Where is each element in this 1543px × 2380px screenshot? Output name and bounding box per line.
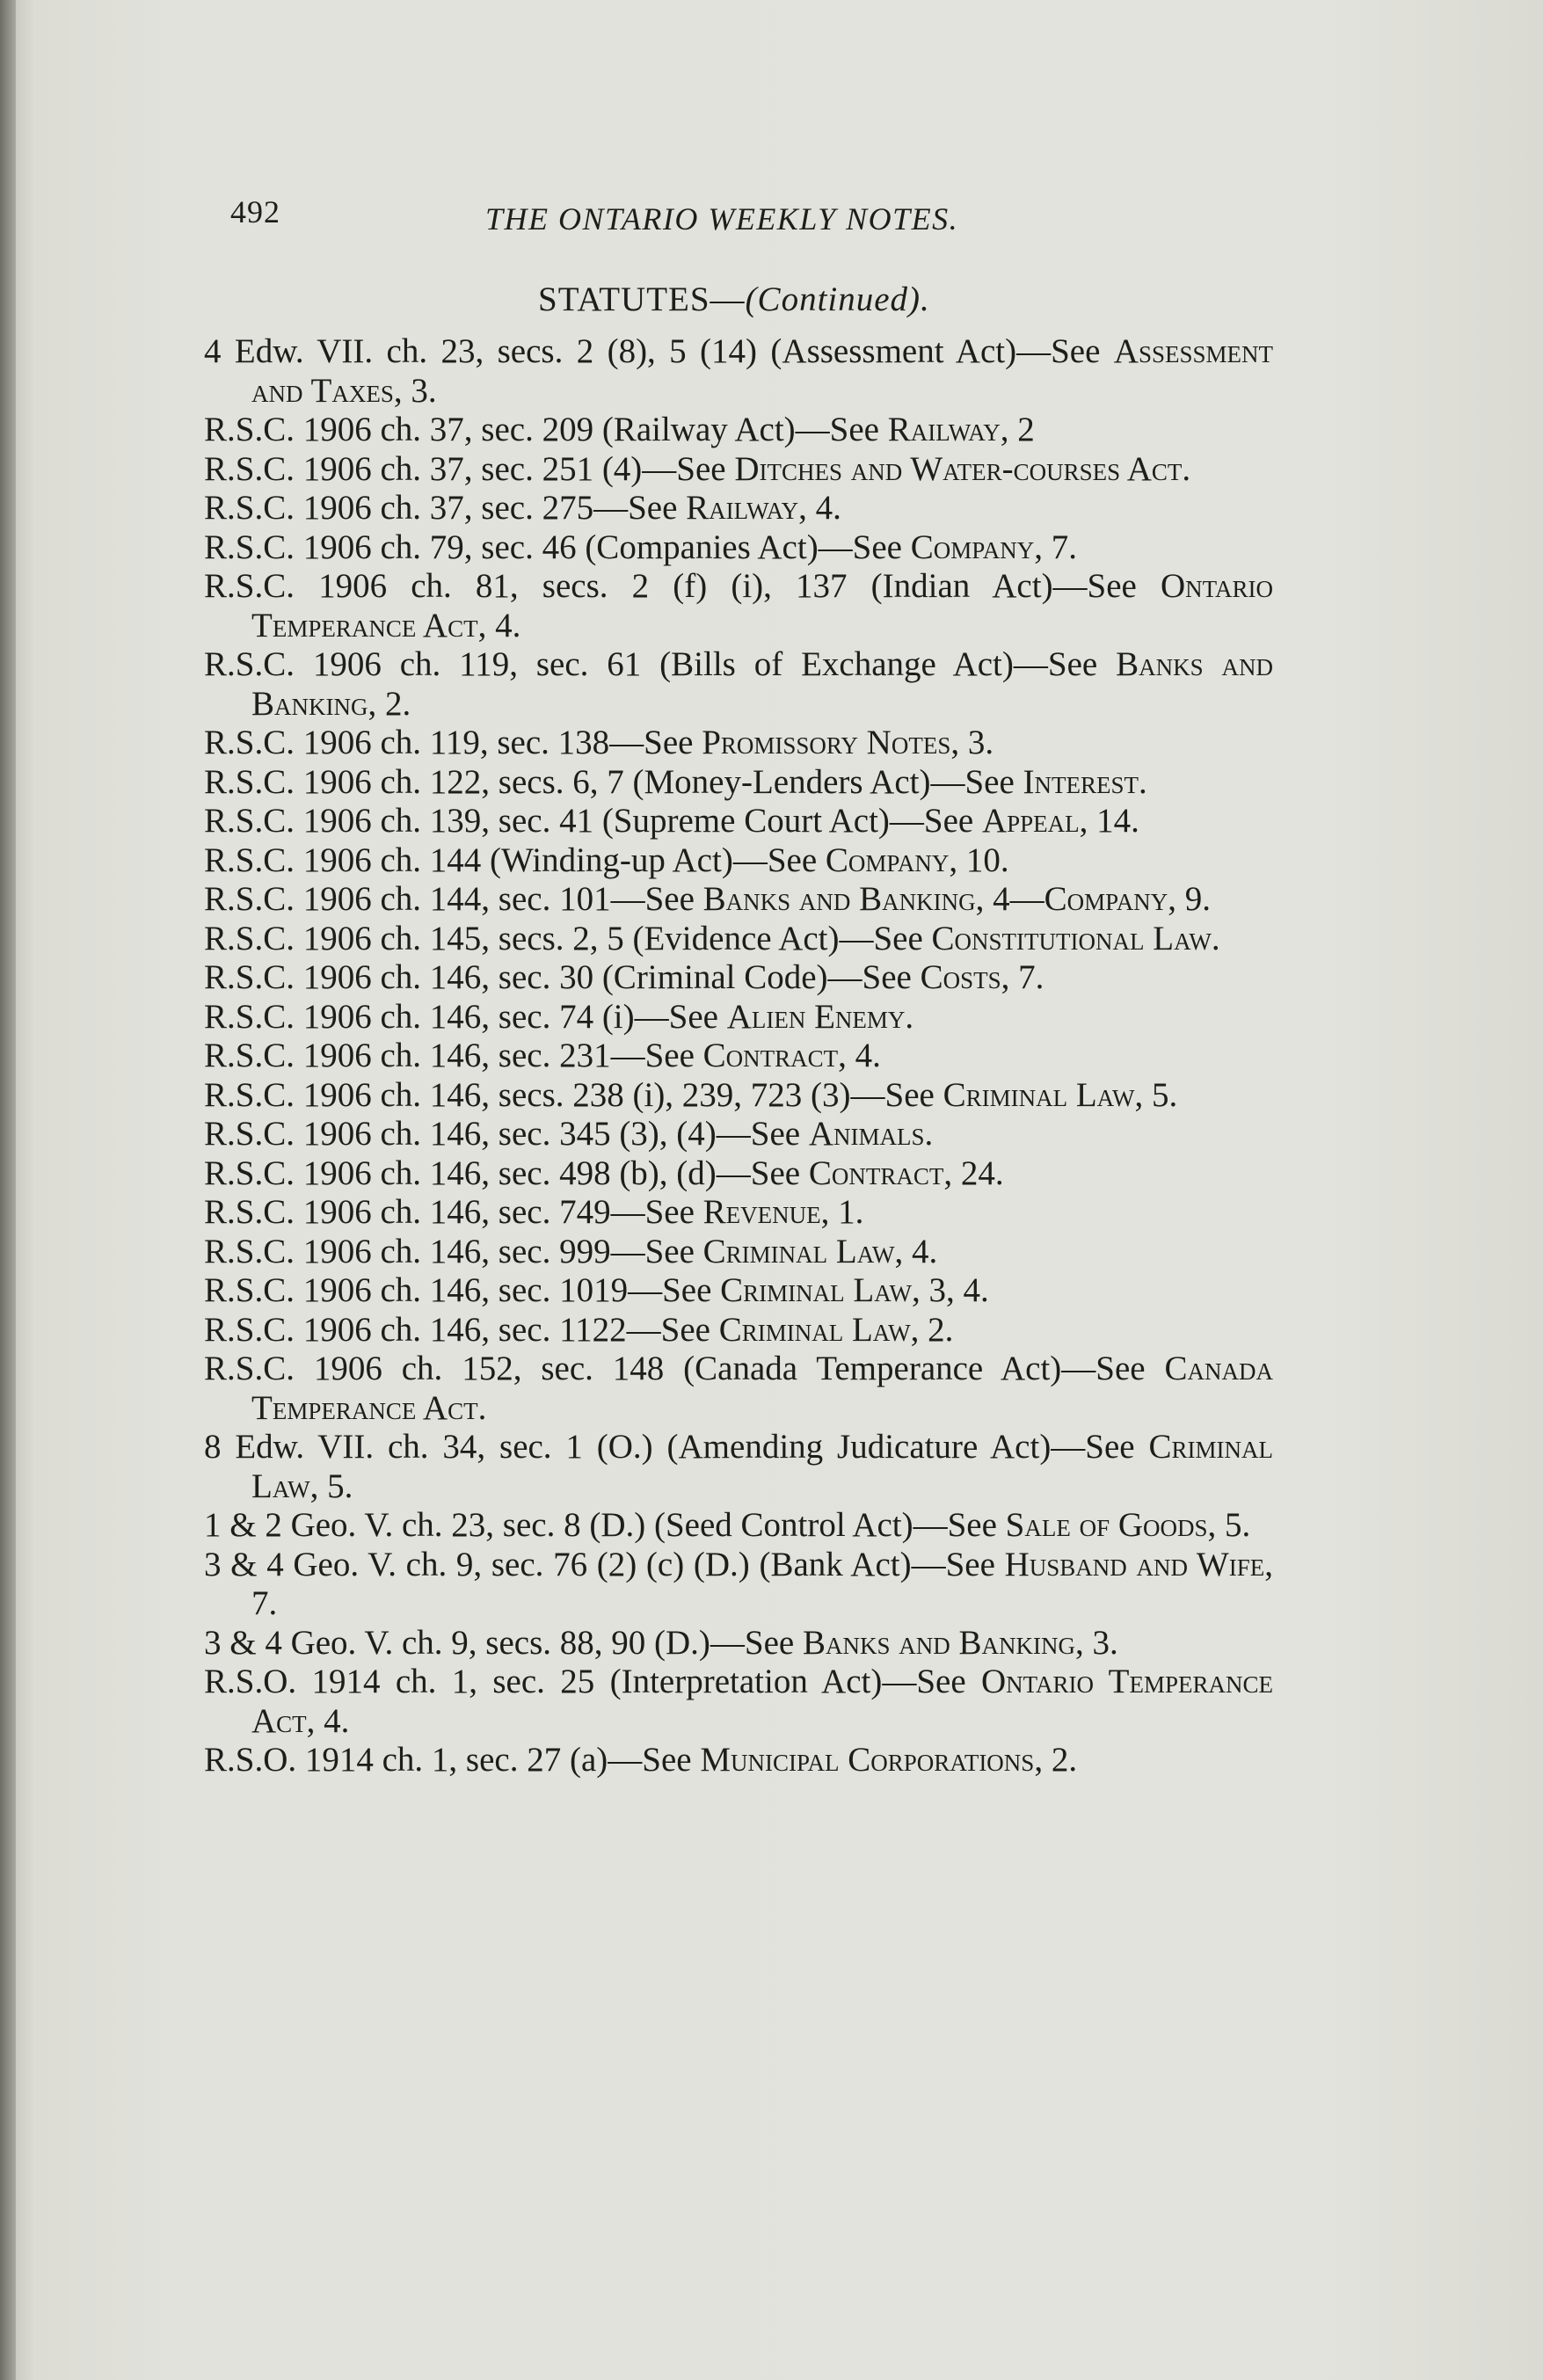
cross-reference: Criminal Law, 3, 4. (720, 1271, 989, 1309)
statute-citation: R.S.C. 1906 ch. 146, secs. 238 (i), 239, 723 (3)—See (204, 1075, 943, 1114)
statute-entry (204, 1311, 1273, 1350)
cross-reference: Criminal Law, 4. (702, 1232, 938, 1270)
statute-entry (204, 567, 1273, 645)
statute-entry (204, 724, 1273, 763)
statute-entry (204, 1506, 1273, 1546)
book-spine-shadow (0, 0, 16, 2380)
statute-citation: R.S.O. 1914 ch. 1, sec. 25 (Interpretation Act)—See (204, 1663, 982, 1700)
statute-citation: R.S.C. 1906 ch. 79, sec. 46 (Companies Act)—See (204, 528, 911, 566)
statute-entry (204, 1624, 1273, 1663)
statute-entry (204, 1115, 1273, 1154)
statute-citation: 3 & 4 Geo. V. ch. 9, secs. 88, 90 (D.)—See (204, 1623, 803, 1662)
statute-entry (204, 1193, 1273, 1233)
cross-reference: Canada Temperance Act. (251, 1350, 1273, 1427)
statute-entry (204, 802, 1273, 841)
statute-citation: R.S.C. 1906 ch. 139, sec. 41 (Supreme Court Act)—See (204, 802, 982, 840)
cross-reference: Railway, 2 (887, 411, 1035, 448)
cross-reference: Appeal, 14. (981, 802, 1139, 840)
cross-reference: Assessment and Taxes, 3. (251, 332, 1273, 410)
cross-reference: Banks and Banking, 2. (251, 645, 1273, 723)
cross-reference: Company, 10. (825, 841, 1009, 879)
section-continued: (Continued). (745, 280, 930, 318)
statute-entry (204, 1233, 1273, 1272)
statute-entry (204, 411, 1273, 450)
cross-reference: Company, 7. (910, 528, 1078, 566)
statute-citation: R.S.C. 1906 ch. 119, sec. 138—See (204, 724, 702, 761)
statute-entry (204, 880, 1273, 920)
statute-entry (204, 1428, 1273, 1506)
statute-citation: 1 & 2 Geo. V. ch. 23, sec. 8 (D.) (Seed Control Act)—See (204, 1506, 1006, 1544)
statute-entry (204, 763, 1273, 803)
cross-reference: Ontario Temperance Act, 4. (251, 1663, 1273, 1740)
cross-reference: Ontario Temperance Act, 4. (251, 567, 1273, 644)
statute-citation: 4 Edw. VII. ch. 23, secs. 2 (8), 5 (14) (Assessment Act)—See (204, 332, 1114, 370)
statute-entry (204, 332, 1273, 411)
statute-citation: R.S.C. 1906 ch. 144, sec. 101—See (204, 880, 703, 918)
statute-citation: R.S.C. 1906 ch. 146, sec. 999—See (204, 1232, 703, 1270)
statute-citation: R.S.C. 1906 ch. 145, secs. 2, 5 (Evidence Act)—See (204, 919, 932, 957)
statute-citation: R.S.C. 1906 ch. 146, sec. 345 (3), (4)—See (204, 1115, 809, 1153)
statute-entry (204, 1271, 1273, 1311)
cross-reference: Banks and Banking, 3. (802, 1623, 1118, 1662)
cross-reference: Criminal Law, 5. (251, 1428, 1273, 1505)
cross-reference: Husband and Wife, 7. (251, 1545, 1273, 1622)
statute-entry (204, 920, 1273, 959)
statute-citation: 3 & 4 Geo. V. ch. 9, sec. 76 (2) (c) (D.) (Bank Act)—See (204, 1545, 1005, 1583)
statute-entry (204, 528, 1273, 568)
statute-entry (204, 450, 1273, 490)
statute-citation: R.S.C. 1906 ch. 146, sec. 1019—See (204, 1271, 721, 1309)
cross-reference: Criminal Law, 2. (718, 1310, 954, 1349)
page-number: 492 (230, 194, 280, 229)
statute-citation: R.S.C. 1906 ch. 37, sec. 209 (Railway Act)—See (204, 411, 888, 448)
statute-entry (204, 958, 1273, 998)
cross-reference: Railway, 4. (686, 489, 841, 527)
statute-citation: R.S.C. 1906 ch. 152, sec. 148 (Canada Temperance Act)—See (204, 1350, 1165, 1387)
statute-citation: R.S.C. 1906 ch. 146, sec. 1122—See (204, 1310, 719, 1349)
statute-citation: R.S.C. 1906 ch. 81, secs. 2 (f) (i), 137 (Indian Act)—See (204, 567, 1161, 605)
cross-reference: Contract, 4. (702, 1037, 881, 1074)
cross-reference: Promissory Notes, 3. (702, 724, 994, 761)
statute-citation: R.S.C. 1906 ch. 37, sec. 251 (4)—See (204, 449, 735, 488)
section-title (538, 280, 930, 319)
statute-citation: R.S.C. 1906 ch. 146, sec. 749—See (204, 1193, 703, 1231)
statute-entry (204, 1037, 1273, 1076)
statute-entry (204, 645, 1273, 724)
statute-citation: 8 Edw. VII. ch. 34, sec. 1 (O.) (Amending Judicature Act)—See (204, 1428, 1149, 1466)
cross-reference: Alien Enemy. (726, 997, 914, 1036)
section-title-text: STATUTES— (538, 280, 746, 318)
cross-reference: Banks and Banking, 4—Company, 9. (702, 880, 1211, 918)
page-header (230, 190, 1285, 239)
statute-entry (204, 841, 1273, 881)
statute-entry (204, 1350, 1273, 1428)
cross-reference: Ditches and Water-courses Act. (734, 449, 1191, 488)
cross-reference: Revenue, 1. (702, 1193, 864, 1231)
cross-reference: Constitutional Law. (931, 919, 1220, 957)
statute-citation: R.S.C. 1906 ch. 144 (Winding-up Act)—See (204, 841, 826, 879)
cross-reference: Animals. (808, 1115, 934, 1153)
statute-citation: R.S.O. 1914 ch. 1, sec. 27 (a)—See (204, 1741, 701, 1779)
statute-entry-list (204, 332, 1273, 1780)
cross-reference: Interest. (1023, 762, 1147, 801)
statute-citation: R.S.C. 1906 ch. 122, secs. 6, 7 (Money-Lenders Act)—See (204, 762, 1023, 801)
statute-entry (204, 1076, 1273, 1116)
running-head: THE ONTARIO WEEKLY NOTES. (485, 201, 959, 237)
statute-citation: R.S.C. 1906 ch. 146, sec. 231—See (204, 1037, 703, 1074)
cross-reference: Sale of Goods, 5. (1005, 1506, 1251, 1544)
statute-entry (204, 1546, 1273, 1624)
statute-citation: R.S.C. 1906 ch. 146, sec. 498 (b), (d)—See (204, 1154, 809, 1192)
statute-entry (204, 1663, 1273, 1741)
cross-reference: Contract, 24. (808, 1154, 1004, 1192)
statute-entry (204, 1154, 1273, 1194)
cross-reference: Criminal Law, 5. (943, 1075, 1178, 1114)
statute-citation: R.S.C. 1906 ch. 146, sec. 30 (Criminal Code)—See (204, 958, 921, 996)
statute-citation: R.S.C. 1906 ch. 119, sec. 61 (Bills of Exchange Act)—See (204, 645, 1117, 683)
statute-citation: R.S.C. 1906 ch. 146, sec. 74 (i)—See (204, 997, 727, 1036)
statute-entry (204, 489, 1273, 528)
cross-reference: Costs, 7. (920, 958, 1044, 996)
statute-citation: R.S.C. 1906 ch. 37, sec. 275—See (204, 489, 687, 527)
cross-reference: Municipal Corporations, 2. (700, 1741, 1078, 1779)
statute-entry (204, 998, 1273, 1037)
statute-entry (204, 1741, 1273, 1780)
